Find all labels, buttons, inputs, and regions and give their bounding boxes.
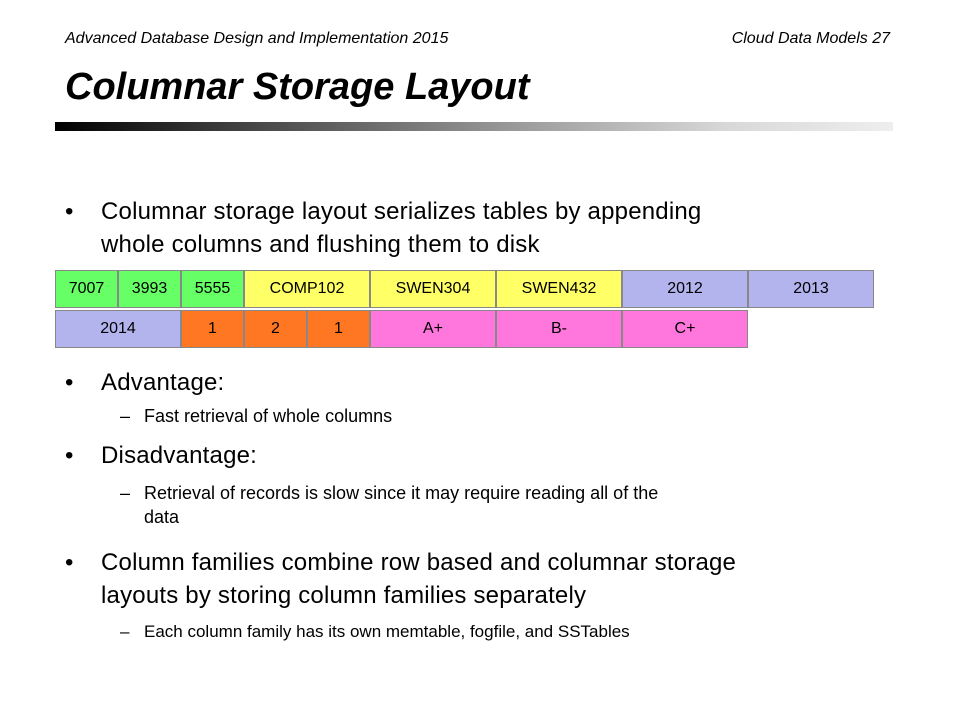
sub-bullet-dash: – <box>120 483 131 503</box>
storage-cell: 1 <box>307 310 370 348</box>
bullet-dot: • <box>65 549 74 576</box>
sub-bullet-text: Each column family has its own memtable, fogfile, and SSTables <box>144 622 630 641</box>
storage-cell: A+ <box>370 310 496 348</box>
sub-bullet-disadvantage <box>120 481 880 529</box>
sub-bullet-dash: – <box>120 622 130 641</box>
bullet-text-line1: Column families combine row based and columnar storage <box>101 549 737 576</box>
storage-cell: 2014 <box>55 310 181 348</box>
header-slide-number: Cloud Data Models 27 <box>731 30 890 47</box>
storage-cell: 7007 <box>55 270 118 308</box>
storage-cell: 5555 <box>181 270 244 308</box>
storage-cell: C+ <box>622 310 748 348</box>
bullet-dot: • <box>65 369 74 396</box>
bullet-text-line2: whole columns and flushing them to disk <box>101 231 540 258</box>
bullet-text: Disadvantage: <box>101 442 258 469</box>
storage-cell: SWEN304 <box>370 270 496 308</box>
storage-cell: 1 <box>181 310 244 348</box>
storage-cell: COMP102 <box>244 270 370 308</box>
sub-bullet-text-line2: data <box>144 507 180 527</box>
sub-bullet-column-families <box>120 620 880 644</box>
storage-cell: B- <box>496 310 622 348</box>
bullet-columnar-storage <box>65 195 865 261</box>
bullet-dot: • <box>65 442 74 469</box>
title-gradient-rule <box>55 122 893 131</box>
sub-bullet-advantage <box>120 404 880 428</box>
bullet-advantage <box>65 366 865 399</box>
storage-cell: 2 <box>244 310 307 348</box>
bullet-text: Advantage: <box>101 369 225 396</box>
slide-title: Columnar Storage Layout <box>65 66 530 108</box>
sub-bullet-text-line1: Retrieval of records is slow since it may require reading all of the <box>144 483 659 503</box>
bullet-column-families <box>65 546 885 612</box>
storage-cell: 2012 <box>622 270 748 308</box>
sub-bullet-text: Fast retrieval of whole columns <box>144 406 393 426</box>
sub-bullet-dash: – <box>120 406 131 426</box>
bullet-text-line1: Columnar storage layout serializes tables by appending <box>101 198 702 225</box>
bullet-dot: • <box>65 198 74 225</box>
bullet-disadvantage <box>65 439 865 472</box>
storage-cell: 2013 <box>748 270 874 308</box>
bullet-text-line2: layouts by storing column families separately <box>101 582 587 609</box>
storage-cell: SWEN432 <box>496 270 622 308</box>
storage-cell: 3993 <box>118 270 181 308</box>
header-course: Advanced Database Design and Implementation 2015 <box>65 30 449 47</box>
